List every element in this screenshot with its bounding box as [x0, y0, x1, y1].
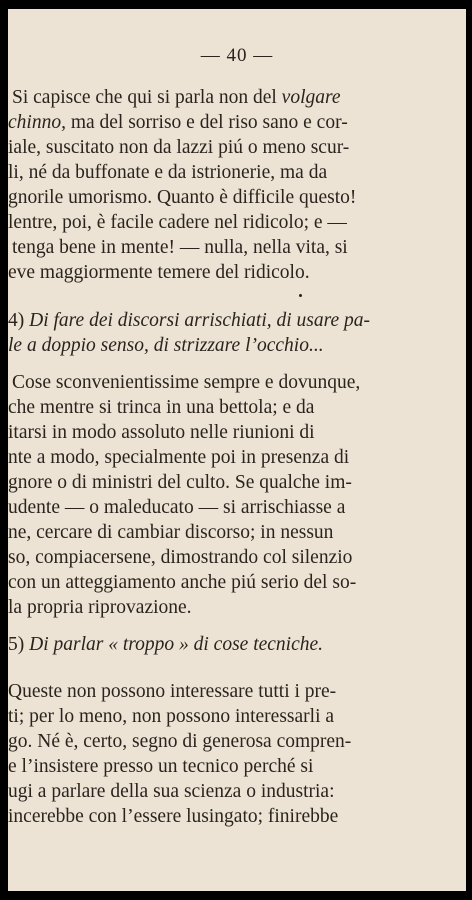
- text-line: [8, 497, 345, 519]
- text-run: le a doppio senso, di strizzare l’occhio...: [8, 335, 324, 356]
- text-run: Di fare dei discorsi arrischiati, di usare pa-: [29, 310, 371, 331]
- text-line: [8, 162, 327, 184]
- text-run: itarsi in modo assoluto nelle riunioni di: [8, 422, 315, 443]
- text-run: so, compiacersene, dimostrando col silenzio: [8, 547, 353, 568]
- text-run: chinno,: [8, 112, 66, 133]
- text-run: udente — o maleducato — si arrischiasse a: [8, 497, 346, 518]
- text-line: [8, 681, 336, 703]
- text-line: [8, 212, 347, 234]
- text-line: [8, 447, 349, 469]
- text-line: [8, 756, 313, 778]
- text-line: [8, 335, 324, 357]
- ink-dot: [299, 294, 302, 297]
- text-line: [8, 397, 314, 419]
- text-line: [8, 597, 192, 619]
- text-run: tenga bene in mente! — nulla, nella vita, si: [12, 237, 348, 258]
- text-run: ma del sorriso e del riso sano e cor-: [65, 112, 348, 133]
- text-run: ti; per lo meno, non possono interessarli a: [8, 706, 335, 727]
- text-line: [8, 572, 356, 594]
- text-run: li, né da buffonate e da istrionerie, ma da: [8, 162, 328, 183]
- text-run: con un atteggiamento anche piú serio del so-: [8, 572, 357, 593]
- text-run: incerebbe con l’essere lusingato; finirebbe: [8, 806, 339, 827]
- text-run: gnore o di ministri del culto. Se qualche im-: [8, 472, 352, 493]
- text-line: [8, 422, 315, 444]
- text-run: volgare: [281, 87, 341, 108]
- text-line: [8, 472, 352, 494]
- text-run: Queste non possono interessare tutti i pre-: [8, 681, 337, 702]
- text-run: Si capisce che qui si parla non del: [12, 87, 282, 108]
- text-line: [12, 87, 341, 109]
- text-line: [8, 634, 323, 656]
- text-line: [8, 547, 352, 569]
- text-run: la propria riprovazione.: [8, 597, 192, 618]
- text-line: [8, 522, 333, 544]
- text-run: gnorile umorismo. Quanto è difficile questo!: [8, 187, 357, 208]
- text-run: iale, suscitato non da lazzi piú o meno scur-: [8, 137, 350, 158]
- text-run: lentre, poi, è facile cadere nel ridicolo; e —: [8, 212, 347, 233]
- book-page: [8, 9, 466, 891]
- text-run: e l’insistere presso un tecnico perché si: [8, 756, 314, 777]
- text-run: Di parlar « troppo » di cose tecniche.: [29, 634, 324, 655]
- page-number: — 40 —: [200, 45, 274, 66]
- text-line: [8, 731, 351, 753]
- text-line: [8, 706, 334, 728]
- text-line: [8, 781, 335, 803]
- text-line: [12, 372, 360, 394]
- text-line: [8, 262, 310, 284]
- text-line: [8, 137, 349, 159]
- text-run: go. Né è, certo, segno di generosa compren-: [8, 731, 352, 752]
- text-line: [8, 187, 356, 209]
- text-line: [12, 237, 348, 259]
- text-run: 5): [8, 634, 30, 655]
- text-run: nte a modo, specialmente poi in presenza di: [8, 447, 350, 468]
- text-line: [8, 112, 348, 134]
- text-run: Cose sconvenientissime sempre e dovunque,: [12, 372, 361, 393]
- text-line: [8, 806, 338, 828]
- text-run: eve maggiormente temere del ridicolo.: [8, 262, 310, 283]
- text-run: che mentre si trinca in una bettola; e da: [8, 397, 315, 418]
- text-line: [8, 310, 370, 332]
- text-run: 4): [8, 310, 30, 331]
- text-run: ne, cercare di cambiar discorso; in nessun: [8, 522, 334, 543]
- text-run: ugi a parlare della sua scienza o industria:: [8, 781, 335, 802]
